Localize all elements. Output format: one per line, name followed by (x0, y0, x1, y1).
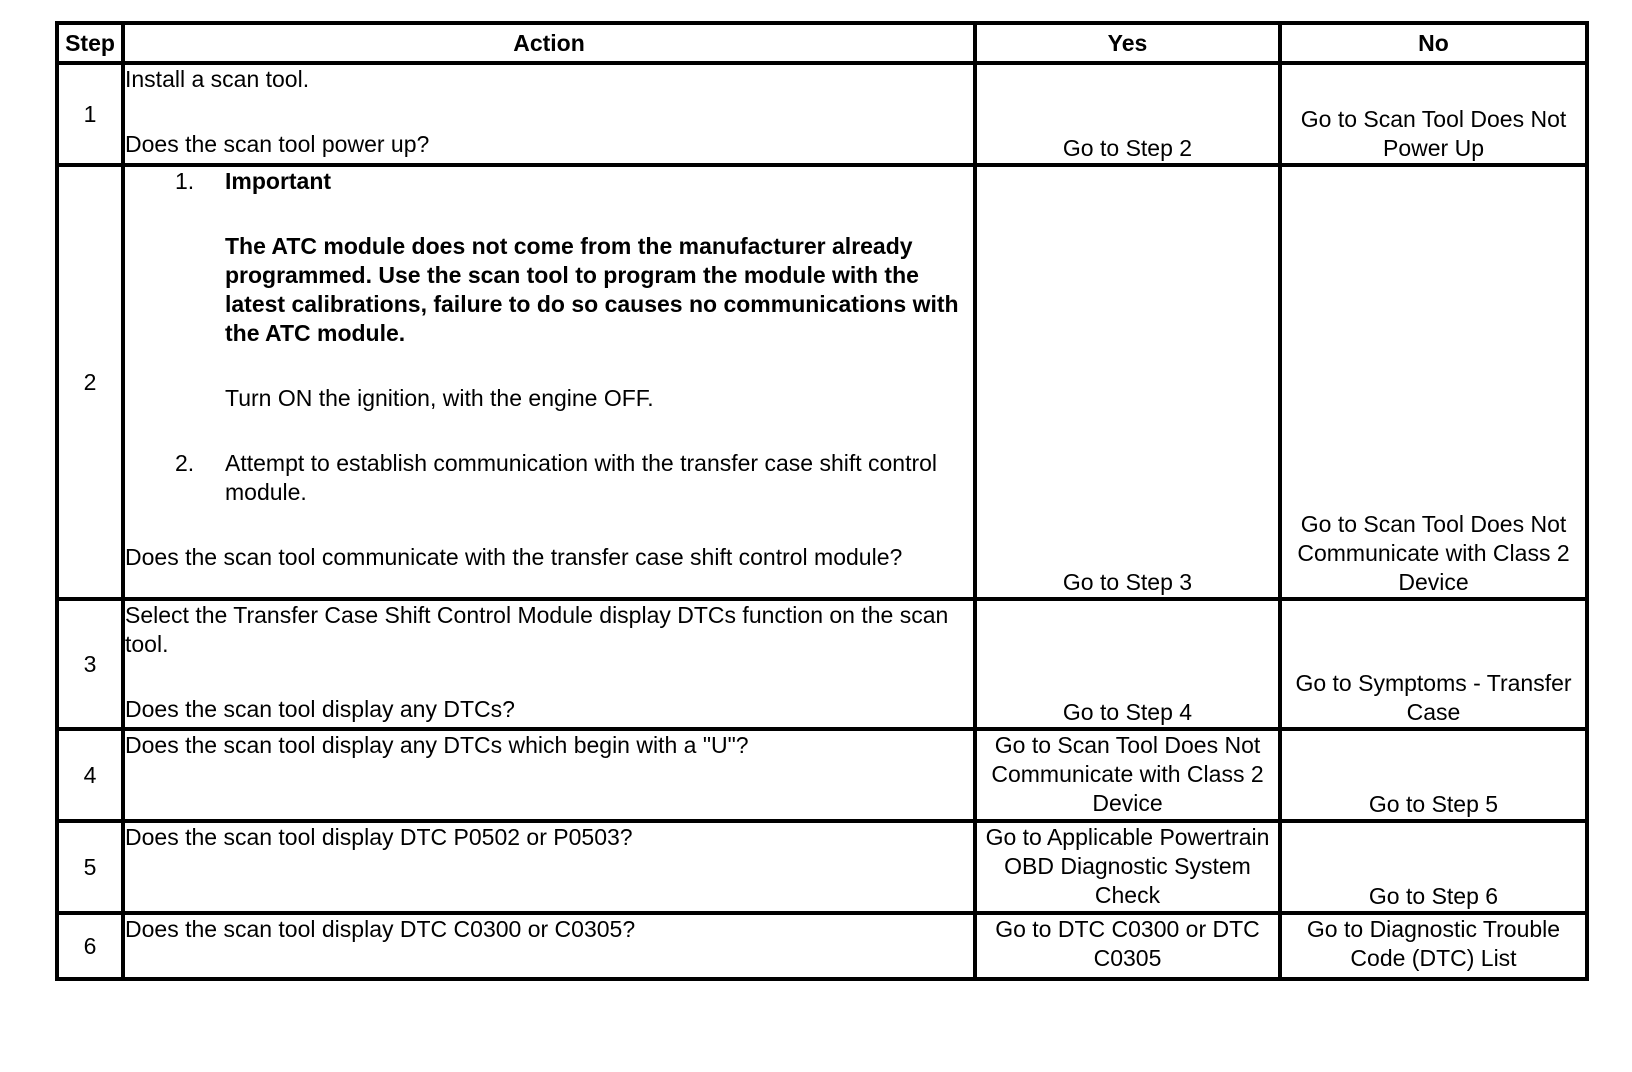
table-row (57, 165, 1587, 599)
yes-link[interactable]: Go to Applicable Powertrain OBD Diagnostic System Check (975, 821, 1280, 913)
action-question: Does the scan tool power up? (125, 131, 430, 157)
step-number: 6 (57, 913, 123, 979)
step-number: 4 (57, 729, 123, 821)
table-row (57, 729, 1587, 821)
action-question: Does the scan tool communicate with the transfer case shift control module? (125, 544, 903, 570)
yes-link[interactable]: Go to Scan Tool Does Not Communicate with Class 2 Device (975, 729, 1280, 821)
step-number: 5 (57, 821, 123, 913)
diagnostic-table (55, 21, 1589, 981)
action-cell (123, 63, 975, 165)
communication-instruction: Attempt to establish communication with the transfer case shift control module. (225, 450, 938, 505)
ignition-instruction: Turn ON the ignition, with the engine OFF. (225, 385, 654, 411)
yes-link[interactable]: Go to Step 2 (975, 63, 1280, 165)
table-row (57, 821, 1587, 913)
yes-link[interactable]: Go to DTC C0300 or DTC C0305 (975, 913, 1280, 979)
action-cell (123, 599, 975, 729)
table-row (57, 913, 1587, 979)
header-yes: Yes (975, 23, 1280, 63)
action-cell (123, 165, 975, 599)
action-question: Does the scan tool display any DTCs? (125, 696, 515, 722)
no-link[interactable]: Go to Scan Tool Does Not Communicate with Class 2 Device (1280, 165, 1587, 599)
yes-link[interactable]: Go to Step 4 (975, 599, 1280, 729)
action-question: Does the scan tool display DTC C0300 or C0305? (123, 913, 975, 979)
step-number: 3 (57, 599, 123, 729)
no-link[interactable]: Go to Step 5 (1280, 729, 1587, 821)
step-number: 1 (57, 63, 123, 165)
important-title: Important (225, 168, 332, 194)
list-number: 2. (175, 450, 195, 476)
header-action: Action (123, 23, 975, 63)
important-note: The ATC module does not come from the manufacturer already programmed. Use the scan tool to program the module with the latest calibrations, failure to do so causes no communications with the ATC module. (225, 233, 959, 346)
table-row (57, 599, 1587, 729)
header-step: Step (57, 23, 123, 63)
action-text: Select the Transfer Case Shift Control Module display DTCs function on the scan tool. (125, 602, 949, 657)
action-list-item (175, 167, 973, 196)
action-question: Does the scan tool display DTC P0502 or P0503? (123, 821, 975, 913)
list-number: 1. (175, 168, 195, 194)
action-list-item (175, 449, 973, 507)
no-link[interactable]: Go to Symptoms - Transfer Case (1280, 599, 1587, 729)
no-link[interactable]: Go to Step 6 (1280, 821, 1587, 913)
action-text: Install a scan tool. (125, 66, 310, 92)
yes-link[interactable]: Go to Step 3 (975, 165, 1280, 599)
table-row (57, 63, 1587, 165)
header-no: No (1280, 23, 1587, 63)
action-question: Does the scan tool display any DTCs which begin with a "U"? (123, 729, 975, 821)
no-link[interactable]: Go to Scan Tool Does Not Power Up (1280, 63, 1587, 165)
step-number: 2 (57, 165, 123, 599)
header-row (57, 23, 1587, 63)
no-link[interactable]: Go to Diagnostic Trouble Code (DTC) List (1280, 913, 1587, 979)
